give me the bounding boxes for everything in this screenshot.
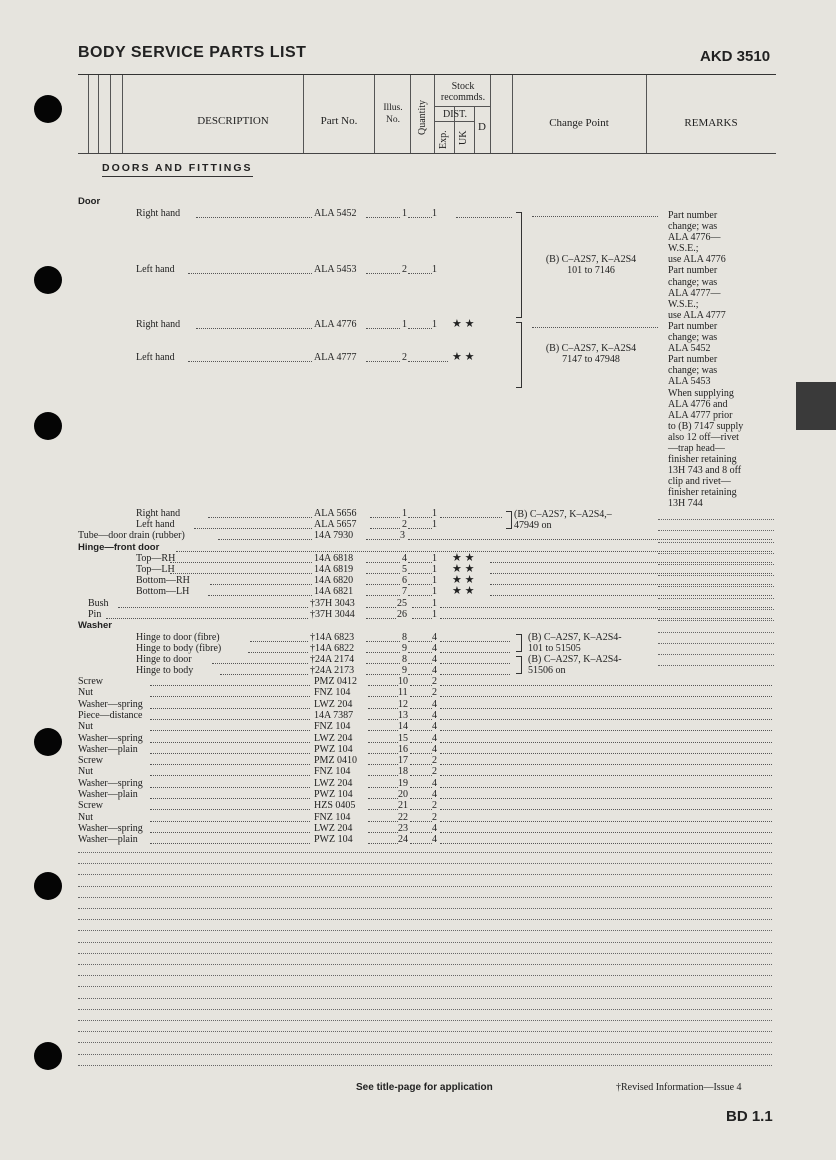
row-qty: 4: [432, 834, 437, 846]
ruled-line: [78, 964, 772, 965]
ruled-line: [658, 643, 774, 644]
row-qty: 2: [432, 766, 437, 778]
ruled-line: [78, 930, 772, 931]
table-row: [0, 620, 836, 631]
row-part-no: FNZ 104: [314, 687, 351, 699]
row-description: Screw: [78, 800, 103, 812]
row-part-no: FNZ 104: [314, 811, 351, 823]
binder-hole: [34, 412, 62, 440]
ruled-line: [78, 897, 772, 898]
table-row: [0, 744, 836, 755]
remark-line: Part number: [668, 265, 718, 277]
row-part-no: LWZ 204: [314, 777, 353, 789]
table-row: [0, 553, 836, 564]
row-qty: 4: [432, 732, 437, 744]
ruled-line: [658, 530, 774, 531]
remark-line: change; was: [668, 276, 718, 288]
row-description: Washer—spring: [78, 698, 143, 710]
ruled-line: [658, 665, 774, 666]
row-illus: 1: [402, 319, 407, 330]
row-part-no: 14A 6820: [314, 575, 354, 586]
row-description: Left hand: [136, 519, 175, 530]
table-row: [0, 598, 836, 609]
table-row: [0, 564, 836, 575]
row-description: Left hand: [136, 352, 175, 363]
row-description: Right hand: [136, 208, 181, 219]
row-description: Pin: [88, 609, 102, 620]
row-description: Washer—spring: [78, 822, 143, 834]
row-illus: 22: [398, 811, 408, 823]
col-dist: DIST.: [443, 109, 467, 120]
change-point-text: (B) C–A2S7, K–A2S4: [545, 343, 637, 354]
row-part-no: PMZ 0412: [314, 676, 358, 687]
ruled-line: [78, 1009, 772, 1010]
row-illus: 10: [398, 676, 408, 687]
row-qty: 1: [432, 609, 437, 620]
remark-line: finisher retaining: [668, 487, 737, 499]
row-part-no: 14A 6818: [314, 553, 354, 564]
row-qty: 1: [432, 508, 437, 519]
row-illus: 2: [402, 352, 407, 363]
row-description: Washer—plain: [78, 834, 138, 846]
row-qty: 1: [432, 208, 437, 219]
change-point-text: 101 to 7146: [567, 265, 615, 276]
row-description: Bottom—LH: [136, 586, 190, 597]
row-part-no: †14A 6822: [310, 643, 355, 654]
ruled-line: [78, 1054, 772, 1055]
table-row: [0, 812, 836, 823]
table-row: [0, 542, 836, 553]
ruled-line: [658, 586, 774, 587]
row-description: Left hand: [136, 264, 175, 275]
table-row: [0, 519, 836, 530]
row-qty: 1: [432, 264, 437, 275]
row-part-no: PWZ 104: [314, 789, 353, 800]
row-qty: 4: [432, 632, 437, 643]
row-heading: Washer: [78, 620, 112, 631]
row-description: Washer—plain: [78, 743, 138, 755]
col-exp: Exp.: [438, 130, 449, 149]
row-illus: 18: [398, 766, 408, 778]
row-qty: 2: [432, 811, 437, 823]
row-heading: Hinge—front door: [78, 542, 160, 553]
ruled-line: [78, 863, 772, 864]
remark-line: 13H 743 and 8 off: [668, 465, 742, 477]
row-illus: 16: [398, 743, 408, 755]
table-row: [0, 710, 836, 721]
row-part-no: ALA 4777: [314, 352, 357, 363]
row-part-no: †37H 3043: [310, 598, 355, 609]
row-description: Top—RH: [136, 553, 176, 564]
row-illus: 13: [398, 709, 408, 721]
remarks-column: [668, 210, 776, 510]
ruled-line: [658, 654, 774, 655]
ruled-line: [78, 908, 772, 909]
row-stock-stars: ★ ★: [452, 574, 475, 586]
ruled-line: [78, 919, 772, 920]
table-row: [0, 733, 836, 744]
table-row: [0, 699, 836, 710]
row-part-no: HZS 0405: [314, 800, 356, 812]
ruled-line: [658, 620, 774, 621]
row-illus: 2: [402, 519, 407, 530]
row-qty: 4: [432, 822, 437, 834]
remark-line: Part number: [668, 210, 718, 221]
ruled-line: [658, 598, 774, 599]
row-illus: 15: [398, 732, 408, 744]
row-part-no: FNZ 104: [314, 721, 351, 733]
ruled-line: [78, 1042, 772, 1043]
row-part-no: ALA 5657: [314, 519, 357, 530]
row-qty: 1: [432, 575, 437, 586]
row-description: Right hand: [136, 508, 181, 519]
row-qty: 1: [432, 598, 437, 609]
remark-line: also 12 off—rivet: [668, 431, 739, 443]
change-point-1: [532, 254, 650, 276]
col-remarks: REMARKS: [684, 117, 738, 129]
row-part-no: ALA 5656: [314, 508, 357, 519]
table-row: [0, 676, 836, 687]
row-part-no: LWZ 204: [314, 698, 353, 710]
row-part-no: ALA 5452: [314, 208, 357, 219]
table-row: [0, 665, 836, 676]
row-description: Washer—spring: [78, 777, 143, 789]
row-description: Nut: [78, 687, 93, 699]
row-qty: 4: [432, 777, 437, 789]
row-illus: 24: [398, 834, 408, 846]
row-qty: 1: [432, 553, 437, 564]
table-row: [0, 586, 836, 597]
row-illus: 1: [402, 208, 407, 219]
row-qty: 1: [432, 586, 437, 597]
row-description: Hinge to body (fibre): [136, 643, 222, 654]
row-illus: 12: [398, 698, 408, 710]
row-part-no: 14A 7930: [314, 530, 354, 541]
row-qty: 4: [432, 789, 437, 800]
row-qty: 4: [432, 654, 437, 665]
row-illus: 5: [402, 564, 407, 575]
row-description: Right hand: [136, 319, 181, 330]
col-illus-2: No.: [386, 115, 400, 125]
remark-line: clip and rivet—: [668, 476, 731, 488]
ruled-line: [658, 564, 774, 565]
ruled-line: [658, 519, 774, 520]
table-row: [0, 530, 836, 541]
remark-line: use ALA 4777: [668, 309, 726, 321]
row-stock-stars: ★ ★: [452, 585, 475, 597]
table-row: [0, 196, 836, 207]
col-change-point: Change Point: [549, 117, 609, 129]
remark-line: W.S.E.;: [668, 243, 699, 255]
row-illus: 9: [402, 665, 407, 676]
row-part-no: 14A 6821: [314, 586, 354, 597]
change-point-bracket: [516, 634, 522, 652]
row-qty: 2: [432, 687, 437, 699]
remark-line: Part number: [668, 320, 718, 332]
row-illus: 3: [400, 530, 405, 541]
remark-line: ALA 5452: [668, 343, 711, 355]
remark-line: Part number: [668, 354, 718, 366]
row-illus: 6: [402, 575, 407, 586]
ruled-line: [78, 953, 772, 954]
row-illus: 11: [398, 687, 408, 699]
row-illus: 19: [398, 777, 408, 789]
row-stock-stars: ★ ★: [452, 563, 475, 575]
row-description: Screw: [78, 755, 103, 767]
row-part-no: ALA 5453: [314, 264, 357, 275]
row-qty: 2: [432, 755, 437, 767]
col-d: D: [478, 121, 486, 133]
footer-application-note: See title-page for application: [356, 1082, 493, 1093]
table-row: [0, 609, 836, 620]
ruled-line: [658, 609, 774, 610]
section-title: DOORS AND FITTINGS: [102, 162, 253, 177]
table-row: [0, 643, 836, 654]
row-illus: 20: [398, 789, 408, 800]
table-row: [0, 778, 836, 789]
change-point-bracket: [516, 212, 522, 318]
row-qty: 4: [432, 665, 437, 676]
row-part-no: †24A 2174: [310, 654, 355, 665]
row-description: Washer—plain: [78, 789, 138, 800]
change-point-bracket: [516, 656, 522, 674]
row-qty: 4: [432, 743, 437, 755]
remark-line: change; was: [668, 332, 718, 344]
remark-line: change; was: [668, 365, 718, 377]
row-description: Piece—distance: [78, 709, 143, 721]
col-stock-1: Stock: [451, 81, 475, 92]
ruled-line: [78, 975, 772, 976]
row-illus: 21: [398, 800, 408, 812]
row-illus: 26: [397, 609, 407, 620]
table-row: [0, 508, 836, 519]
change-point-text: (B) C–A2S7, K–A2S4-: [528, 632, 622, 643]
row-illus: 1: [402, 508, 407, 519]
row-illus: 23: [398, 822, 408, 834]
row-illus: 7: [402, 586, 407, 597]
row-stock-stars: ★ ★: [452, 552, 475, 564]
change-point-text: (B) C–A2S7, K–A2S4: [545, 254, 637, 265]
row-part-no: PWZ 104: [314, 743, 353, 755]
remark-line: change; was: [668, 221, 718, 233]
row-qty: 4: [432, 698, 437, 710]
row-part-no: †14A 6823: [310, 632, 355, 643]
change-point-bracket: [516, 322, 522, 388]
row-part-no: LWZ 204: [314, 732, 353, 744]
ruled-line: [658, 575, 774, 576]
table-row: [0, 632, 836, 643]
row-part-no: ALA 4776: [314, 319, 357, 330]
change-point-3: [514, 509, 612, 531]
row-illus: 8: [402, 654, 407, 665]
row-illus: 9: [402, 643, 407, 654]
change-point-text: (B) C–A2S7, K–A2S4,–: [514, 509, 612, 520]
remark-line: ALA 4777—: [668, 287, 721, 299]
ruled-line: [658, 632, 774, 633]
ruled-line: [78, 886, 772, 887]
row-description: Bottom—RH: [136, 575, 190, 586]
ruled-line: [658, 542, 774, 543]
row-stock-stars: ★ ★: [452, 318, 475, 330]
col-quantity: Quantity: [417, 100, 428, 135]
table-row: [0, 789, 836, 800]
row-part-no: FNZ 104: [314, 766, 351, 778]
remark-line: ALA 4777 prior: [668, 409, 733, 421]
row-part-no: 14A 6819: [314, 564, 354, 575]
row-part-no: †24A 2173: [310, 665, 355, 676]
table-row: [0, 834, 836, 845]
row-description: Screw: [78, 676, 103, 687]
ruled-line: [78, 986, 772, 987]
page-title: BODY SERVICE PARTS LIST: [78, 44, 307, 61]
change-point-2: [532, 343, 650, 365]
remark-line: ALA 5453: [668, 376, 711, 388]
section-tab-marker: [796, 382, 836, 430]
col-description: DESCRIPTION: [197, 115, 269, 127]
row-qty: 4: [432, 709, 437, 721]
change-point-4: [528, 632, 622, 654]
row-part-no: PWZ 104: [314, 834, 353, 846]
row-description: Washer—spring: [78, 732, 143, 744]
change-point-text: 7147 to 47948: [562, 354, 620, 365]
binder-hole: [34, 95, 62, 123]
table-row: [0, 755, 836, 766]
document-code: AKD 3510: [700, 48, 771, 65]
remark-line: 13H 744: [668, 498, 703, 510]
ruled-line: [78, 1065, 772, 1066]
change-point-text: (B) C–A2S7, K–A2S4-: [528, 654, 622, 665]
remark-line: finisher retaining: [668, 454, 737, 466]
row-illus: 17: [398, 755, 408, 767]
row-part-no: †37H 3044: [310, 609, 355, 620]
footer-revised-note: †Revised Information—Issue 4: [616, 1082, 742, 1093]
table-row: [0, 687, 836, 698]
row-illus: 14: [398, 721, 408, 733]
row-part-no: 14A 7387: [314, 709, 354, 721]
row-description: Hinge to door: [136, 654, 192, 665]
ruled-line: [78, 874, 772, 875]
table-row: [0, 800, 836, 811]
row-illus: 8: [402, 632, 407, 643]
remark-line: ALA 4776—: [668, 232, 721, 244]
change-point-5: [528, 654, 622, 676]
row-qty: 1: [432, 519, 437, 530]
remark-line: to (B) 7147 supply: [668, 420, 744, 432]
row-description: Hinge to door (fibre): [136, 632, 220, 643]
ruled-line: [78, 852, 772, 853]
row-qty: 2: [432, 676, 437, 687]
ruled-line: [78, 1020, 772, 1021]
row-description: Nut: [78, 721, 93, 733]
row-qty: 1: [432, 564, 437, 575]
row-stock-stars: ★ ★: [452, 351, 475, 363]
row-qty: 2: [432, 800, 437, 812]
table-row: [0, 823, 836, 834]
binder-hole: [34, 872, 62, 900]
ruled-line: [78, 942, 772, 943]
ruled-line: [658, 553, 774, 554]
col-stock-2: recommds.: [440, 92, 486, 103]
table-row: [0, 654, 836, 665]
change-point-text: 47949 on: [514, 520, 552, 531]
column-header: [78, 74, 776, 154]
change-point-text: 101 to 51505: [528, 643, 581, 654]
row-qty: 4: [432, 643, 437, 654]
row-description: Nut: [78, 766, 93, 778]
row-description: Nut: [78, 811, 93, 823]
col-uk: UK: [458, 130, 469, 145]
row-description: Top—LH: [136, 564, 175, 575]
row-part-no: PMZ 0410: [314, 755, 358, 767]
row-heading: Door: [78, 196, 101, 207]
row-qty: 4: [432, 721, 437, 733]
remark-line: use ALA 4776: [668, 254, 726, 266]
row-description: Tube—door drain (rubber): [78, 530, 185, 541]
row-illus: 2: [402, 264, 407, 275]
table-row: [0, 766, 836, 777]
remark-line: W.S.E.;: [668, 298, 699, 310]
binder-hole: [34, 1042, 62, 1070]
row-illus: 4: [402, 553, 407, 564]
table-row: [0, 575, 836, 586]
remark-line: —trap head—: [668, 442, 725, 454]
col-illus-1: Illus.: [383, 103, 403, 113]
ruled-line: [78, 1031, 772, 1032]
col-part-no: Part No.: [320, 115, 358, 127]
change-point-bracket: [506, 511, 512, 529]
row-illus: 25: [397, 598, 407, 609]
row-description: Hinge to body: [136, 665, 194, 676]
row-qty: 1: [432, 319, 437, 330]
row-part-no: LWZ 204: [314, 822, 353, 834]
remark-line: ALA 4776 and: [668, 398, 728, 410]
page-number: BD 1.1: [726, 1108, 773, 1125]
ruled-line: [78, 998, 772, 999]
row-description: Bush: [88, 598, 109, 609]
remark-line: When supplying: [668, 387, 734, 399]
change-point-text: 51506 on: [528, 665, 566, 676]
table-row: [0, 721, 836, 732]
